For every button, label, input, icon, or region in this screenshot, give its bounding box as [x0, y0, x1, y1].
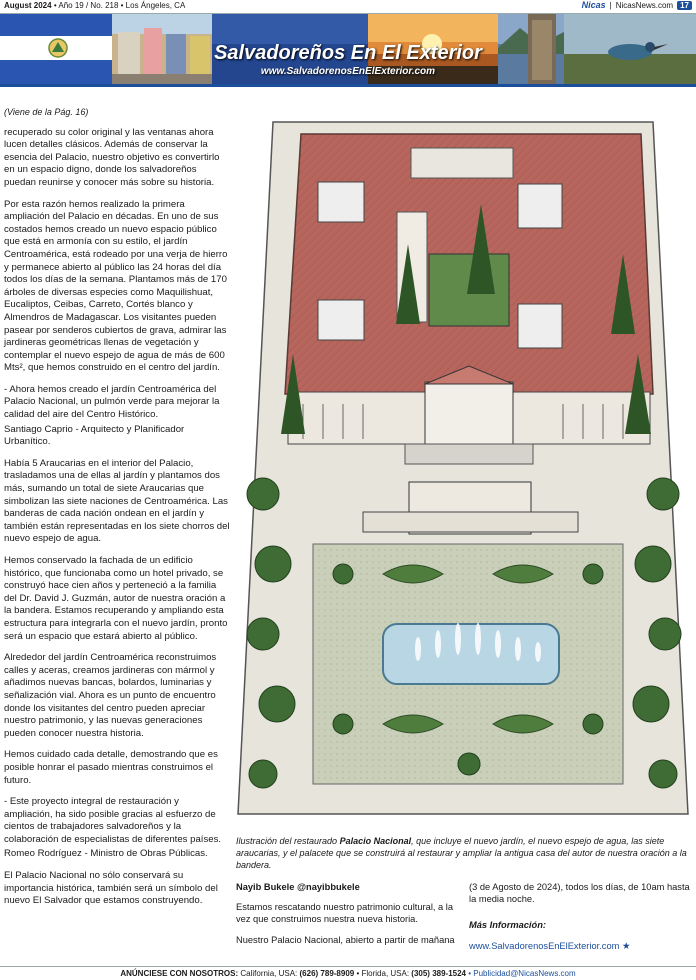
article-paragraph: El Palacio Nacional no sólo conservará su importancia histórica, también será un símbolo del nuevo El Salvador que estamos construyendo. — [4, 870, 218, 907]
caption-prefix: Ilustración del restaurado — [236, 836, 340, 846]
post-paragraph: Nuestro Palacio Nacional, abierto a partir de mañana — [236, 934, 455, 945]
nicas-logo: Nicas — [581, 0, 606, 10]
article-quote: - Ahora hemos creado el jardín Centroamérica del Palacio Nacional, un pulmón verde para mejorar la calidad del aire del Centro Histórico. — [4, 383, 220, 421]
article-column — [4, 106, 230, 917]
footer-ca: California, USA: — [240, 969, 298, 978]
footer-fl: • Florida, USA: — [356, 969, 410, 978]
article-paragraph: Había 5 Araucarias en el interior del Palacio, trasladamos una de ellas al jardín y plantamos dos más, sumando un total de siete Araucarias que simbolizan las siete naciones de Centroamérica. Las banderas de cada nación ondean en el jardín y también están representadas en los siete chorros del nuevo espejo de agua. — [4, 457, 230, 545]
caption-bold: Palacio Nacional — [339, 836, 412, 846]
issue-date: August 2024 — [4, 1, 52, 10]
banner-url[interactable]: www.SalvadorenosEnElExterior.com — [260, 66, 436, 77]
quote-attribution: Romeo Rodríguez - Ministro de Obras Públicas. — [4, 848, 208, 860]
article-paragraph: Alrededor del jardín Centroamérica reconstruimos calles y aceras, creamos jardineras con mármol y añadimos nuevas bancas, bolardos, luminarias y señalización vial. Ahora es un punto de encuentro donde los visitantes del centro pueden apreciar nuestro patrimonio, y las nuevas generaciones pueden conocer nuestra historia. — [4, 652, 217, 739]
caption-suffix: , que incluye el nuevo jardín, el nuevo espejo de agua, las siete araucarias, y el palacete que se construirá al restaurar y ampliar la antigua casa del autor de nuestra oración a la bandera. — [236, 836, 687, 870]
social-post-right — [469, 881, 693, 960]
post-paragraph: (3 de Agosto de 2024), todos los días, de 10am hasta la media noche. — [469, 882, 690, 905]
banner-underline — [0, 84, 696, 87]
post-paragraph: Estamos rescatando nuestro patrimonio cultural, a la vez que construimos nuestra nueva historia. — [236, 902, 454, 925]
illustration-caption — [236, 835, 692, 871]
article-paragraph: recuperado su color original y las ventanas ahora lucen detalles clásicos. Además de conservar la esencia del Palacio, nuestro objetivo es convertirlo en un espacio digno, donde los salvadoreños puedan reunirse y conocer más sobre su historia. — [4, 126, 220, 188]
page-number: 17 — [677, 1, 692, 10]
footer-ca-phone[interactable]: (626) 789-8909 — [299, 969, 355, 978]
issue-info — [4, 1, 185, 10]
quote-attribution: Santiago Caprio - Arquitecto y Planificador Urbanítico. — [4, 423, 185, 448]
issue-details: • Año 19 / No. 218 • Los Ángeles, CA — [53, 1, 186, 10]
footer-fl-phone[interactable]: (305) 389-1524 — [411, 969, 467, 978]
article-paragraph: Por esta razón hemos realizado la primera ampliación del Palacio en décadas. En uno de sus costados hemos creado un nuevo espacio público que está en armonía con su estilo, el jardín Centroamérica, está rodeado por una verja de hierro y permanece abierto al público las 24 horas del día todos los días de la semana. Plantamos más de 170 árboles de diversas especies como Maquilishuat, Eucaliptos, Ceibas, Carreto, Cortés blanco y Almendros de Madagascar. Los visitantes pueden pasear por senderos cubiertos de grava, admirar las jardineras geométricas llenas de vegetación y contemplar el nuevo espejo de agua de más de 600 Mts², que hemos construido en el centro del jardín. — [4, 198, 228, 374]
masthead-bar — [0, 0, 696, 14]
section-banner — [0, 14, 696, 84]
continued-note: (Viene de la Pág. 16) — [4, 107, 89, 117]
social-post-left — [236, 881, 458, 954]
article-paragraph: Hemos conservado la fachada de un edificio histórico, que funcionaba como un hotel privado, se construyó hace cien años y perteneció a la familia del Dr. David J. Guzmán, autor de nuestra oración a la bandera. Estamos recuperando y ampliando esta estructura para integrarla con el nuevo jardín, pronto será un espacio que estará abierto al público. — [4, 555, 228, 642]
advertise-footer — [0, 966, 696, 980]
banner-title: Salvadoreños En El Exterior — [214, 42, 482, 64]
divider: | — [609, 0, 612, 10]
palacio-illustration — [233, 104, 693, 826]
article-paragraph: Hemos cuidado cada detalle, demostrando que es posible honrar el pasado mientras construimos el futuro. — [4, 749, 218, 786]
website-link[interactable]: NicasNews.com — [615, 0, 674, 10]
article-quote: - Este proyecto integral de restauración y ampliación, ha sido posible gracias al esfuerzo de cientos de trabajadores salvadoreños y la colaboración de especialistas de diferentes países. — [4, 796, 222, 845]
footer-email[interactable]: • Publicidad@NicasNews.com — [468, 969, 576, 978]
more-info-label: Más Información: — [469, 920, 546, 931]
post-author: Nayib Bukele @nayibbukele — [236, 882, 360, 892]
brand-area — [582, 0, 692, 10]
footer-label: ANÚNCIESE CON NOSOTROS: — [120, 969, 239, 978]
more-info-link[interactable]: www.SalvadorenosEnElExterior.com ★ — [469, 940, 631, 951]
